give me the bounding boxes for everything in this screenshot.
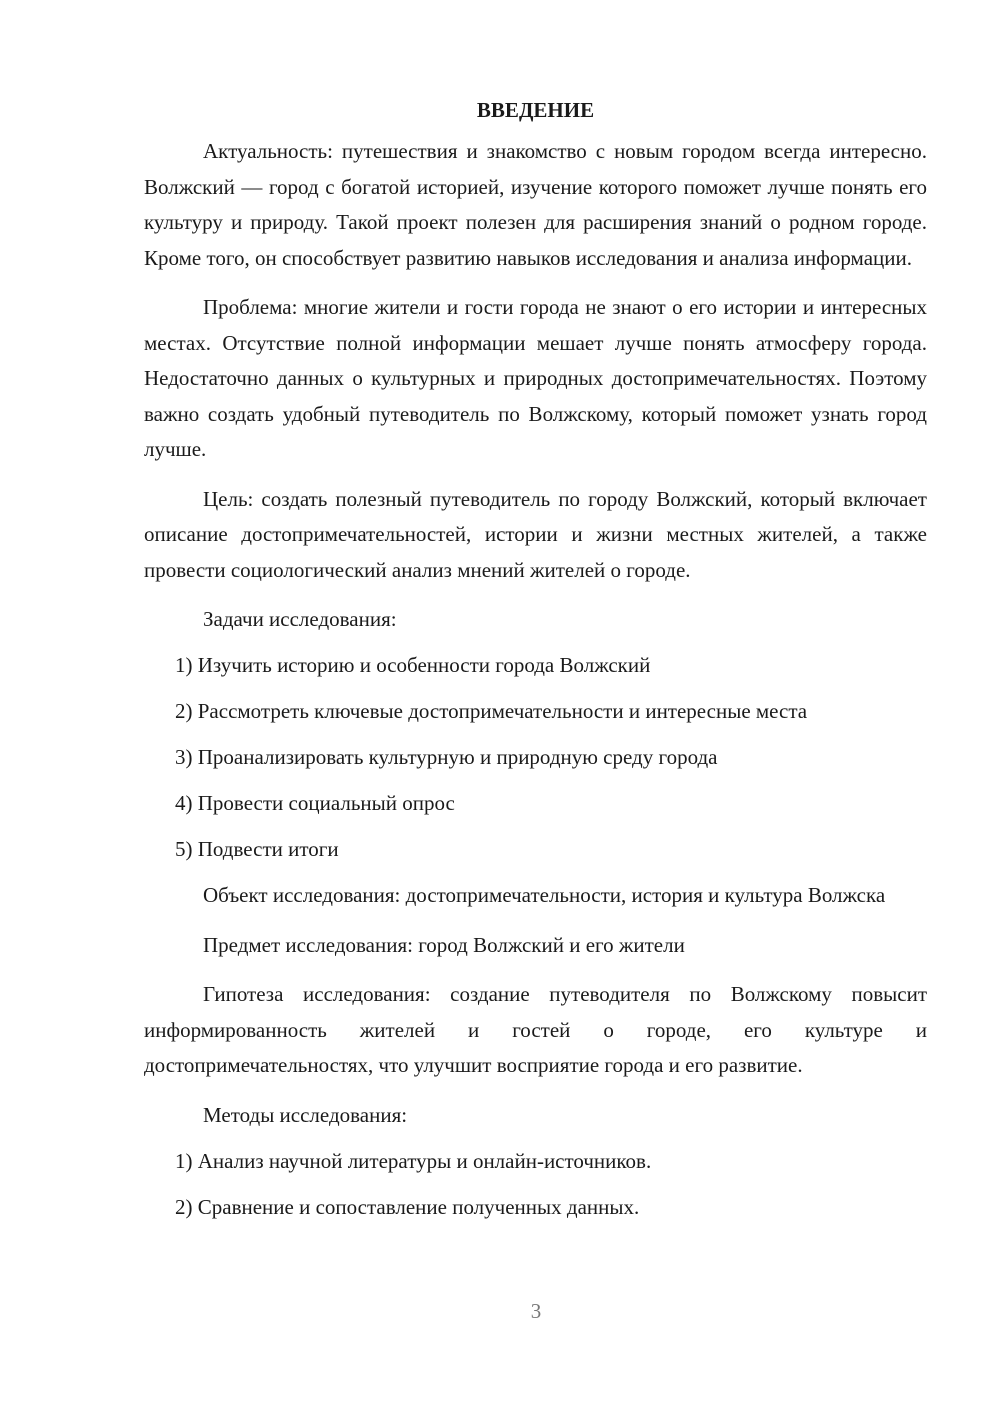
tasks-list (144, 648, 927, 878)
object-paragraph: Объект исследования: достопримечательности, история и культура Волжска (203, 883, 886, 907)
list-item: 4) Провести социальный опрос (175, 791, 455, 815)
list-item: 1) Изучить историю и особенности города Волжский (175, 653, 651, 677)
list-item: 5) Подвести итоги (175, 837, 339, 861)
problem-paragraph: Проблема: многие жители и гости города не знают о его истории и интересных местах. Отсутствие полной информации мешает лучше понять атмосферу города. Недостаточно данных о культурных и природных достопримечательностях. Поэтому важно создать удобный путеводитель по Волжскому, который поможет узнать город лучше. (144, 295, 927, 461)
goal-paragraph: Цель: создать полезный путеводитель по городу Волжский, который включает описание достопримечательностей, истории и жизни местных жителей, а также провести социологический анализ мнений жителей о городе. (144, 486, 927, 582)
tasks-heading: Задачи исследования: (203, 607, 397, 631)
document-page (144, 92, 927, 1236)
list-item: 3) Проанализировать культурную и природную среду города (175, 745, 718, 769)
methods-list (144, 1144, 927, 1236)
relevance-paragraph: Актуальность: путешествия и знакомство с новым городом всегда интересно. Волжский — город с богатой историей, изучение которого поможет лучше понять его культуру и природу. Такой проект полезен для расширения знаний о родном городе. Кроме того, он способствует развитию навыков исследования и анализа информации. (144, 139, 927, 270)
list-item: 2) Сравнение и сопоставление полученных данных. (175, 1194, 640, 1219)
hypothesis-paragraph: Гипотеза исследования: создание путеводителя по Волжскому повысит информированность жителей и гостей о городе, его культуре и достопримечательностях, что улучшит восприятие города и его развитие. (144, 982, 927, 1077)
page-number: 3 (530, 1299, 542, 1323)
section-title: ВВЕДЕНИЕ (476, 98, 595, 122)
methods-heading: Методы исследования: (203, 1102, 408, 1127)
subject-paragraph: Предмет исследования: город Волжский и его жители (203, 932, 685, 957)
list-item: 2) Рассмотреть ключевые достопримечательности и интересные места (175, 699, 808, 723)
list-item: 1) Анализ научной литературы и онлайн-источников. (175, 1148, 652, 1173)
